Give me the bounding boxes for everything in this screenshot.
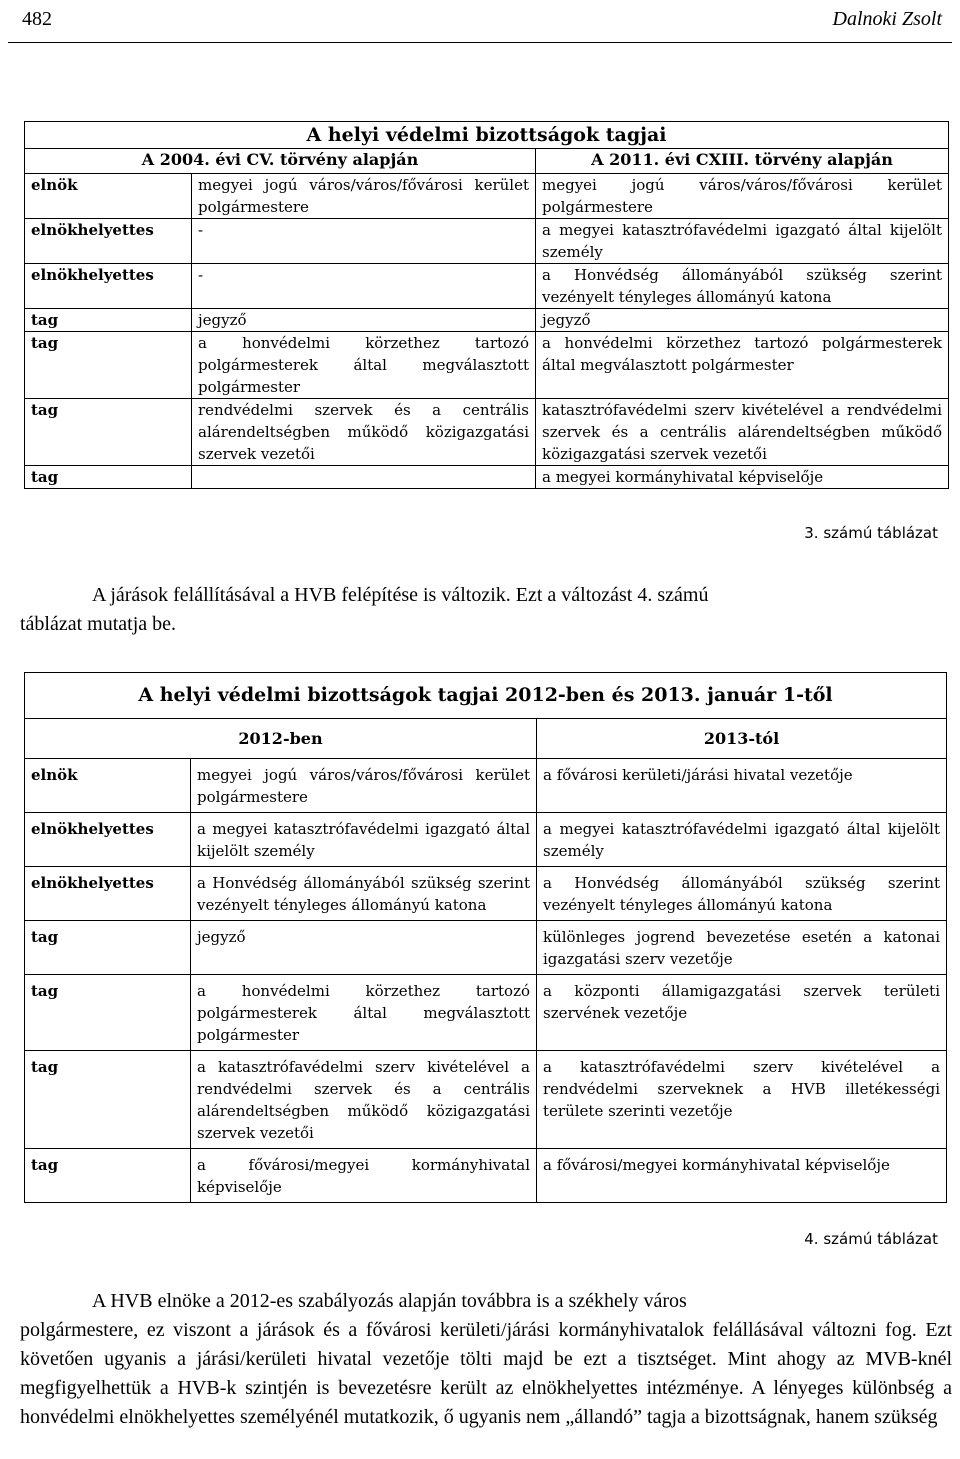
cell-2012: a fővárosi/megyei kormányhivatal képviselője xyxy=(191,1149,537,1203)
role-cell: elnökhelyettes xyxy=(25,867,191,921)
cell-2011: a megyei katasztrófavédelmi igazgató által kijelölt személy xyxy=(536,219,949,264)
role-cell: tag xyxy=(25,1149,191,1203)
paragraph-2 xyxy=(20,1287,952,1432)
cell-2011: a honvédelmi körzethez tartozó polgármesterek által megválasztott polgármester xyxy=(536,332,949,399)
table-row xyxy=(25,309,949,332)
table-row xyxy=(25,975,947,1051)
role-cell: elnökhelyettes xyxy=(25,264,192,309)
column-header-2004: A 2004. évi CV. törvény alapján xyxy=(25,149,536,174)
cell-2012: jegyző xyxy=(191,921,537,975)
cell-2013: a fővárosi/megyei kormányhivatal képviselője xyxy=(537,1149,947,1203)
cell-2004: - xyxy=(192,264,536,309)
role-cell: elnökhelyettes xyxy=(25,219,192,264)
role-cell: tag xyxy=(25,332,192,399)
role-cell: elnök xyxy=(25,759,191,813)
cell-2012: a katasztrófavédelmi szerv kivételével a rendvédelmi szervek és a centrális alárendeltségben működő közigazgatási szervek vezetői xyxy=(191,1051,537,1149)
cell-2004 xyxy=(192,466,536,489)
cell-2013: a fővárosi kerületi/járási hivatal vezetője xyxy=(537,759,947,813)
page-header xyxy=(0,0,960,44)
cell-2011: a megyei kormányhivatal képviselője xyxy=(536,466,949,489)
cell-2011: katasztrófavédelmi szerv kivételével a rendvédelmi szervek és a centrális alárendeltségben működő közigazgatási szervek vezetői xyxy=(536,399,949,466)
role-cell: elnökhelyettes xyxy=(25,813,191,867)
role-cell: tag xyxy=(25,975,191,1051)
table-row xyxy=(25,332,949,399)
paragraph-2-rest: polgármestere, ez viszont a járások és a fővárosi kerületi/járási kormányhivatalok felállásával változni fog. Ezt követően ugyanis a járási/kerületi hivatal vezetője tölti majd be ezt a tisztséget. Mint ahogy az MVB-knél megfigyelhettük a HVB-k szintjén is bevezetésre került az elnökhelyettes intézménye. A lényeges különbség a honvédelmi elnökhelyettes személyénél mutatkozik, ő ugyanis nem „állandó” tagja a bizottságnak, hanem szükség xyxy=(20,1319,952,1428)
table-row xyxy=(25,867,947,921)
cell-2012: a megyei katasztrófavédelmi igazgató által kijelölt személy xyxy=(191,813,537,867)
column-header-2012: 2012-ben xyxy=(25,719,537,759)
table-4 xyxy=(24,672,947,1203)
cell-2013: a katasztrófavédelmi szerv kivételével a rendvédelmi szerveknek a HVB illetékességi területe szerinti vezetője xyxy=(537,1051,947,1149)
running-author: Dalnoki Zsolt xyxy=(832,8,942,30)
role-cell: tag xyxy=(25,309,192,332)
cell-2011: jegyző xyxy=(536,309,949,332)
role-cell: tag xyxy=(25,921,191,975)
role-cell: tag xyxy=(25,466,192,489)
cell-2013: a központi államigazgatási szervek területi szervének vezetője xyxy=(537,975,947,1051)
cell-2004: jegyző xyxy=(192,309,536,332)
table-title: A helyi védelmi bizottságok tagjai xyxy=(25,122,949,149)
column-header-2011: A 2011. évi CXIII. törvény alapján xyxy=(536,149,949,174)
page-number: 482 xyxy=(22,8,52,30)
cell-2012: megyei jogú város/város/fővárosi kerület polgármestere xyxy=(191,759,537,813)
cell-2013: a megyei katasztrófavédelmi igazgató által kijelölt személy xyxy=(537,813,947,867)
table-4-caption: 4. számú táblázat xyxy=(804,1230,938,1248)
cell-2011: a Honvédség állományából szükség szerint vezényelt tényleges állományú katona xyxy=(536,264,949,309)
table-row xyxy=(25,759,947,813)
role-cell: elnök xyxy=(25,174,192,219)
role-cell: tag xyxy=(25,399,192,466)
cell-2004: megyei jogú város/város/fővárosi kerület polgármestere xyxy=(192,174,536,219)
cell-2004: rendvédelmi szervek és a centrális alárendeltségben működő közigazgatási szervek vezetői xyxy=(192,399,536,466)
cell-2004: a honvédelmi körzethez tartozó polgármesterek által megválasztott polgármester xyxy=(192,332,536,399)
cell-2013: különleges jogrend bevezetése esetén a katonai igazgatási szerv vezetője xyxy=(537,921,947,975)
table-row xyxy=(25,813,947,867)
paragraph-2-first-line: A HVB elnöke a 2012-es szabályozás alapján továbbra is a székhely város xyxy=(92,1290,687,1312)
table-row xyxy=(25,219,949,264)
table-row xyxy=(25,466,949,489)
header-rule xyxy=(8,42,952,43)
column-header-2013: 2013-tól xyxy=(537,719,947,759)
table-row xyxy=(25,1051,947,1149)
cell-2012: a Honvédség állományából szükség szerint vezényelt tényleges állományú katona xyxy=(191,867,537,921)
table-3-caption: 3. számú táblázat xyxy=(804,524,938,542)
table-row xyxy=(25,264,949,309)
cell-2012: a honvédelmi körzethez tartozó polgármesterek által megválasztott polgármester xyxy=(191,975,537,1051)
table-row xyxy=(25,174,949,219)
table-row xyxy=(25,921,947,975)
table-title: A helyi védelmi bizottságok tagjai 2012-ben és 2013. január 1-től xyxy=(25,673,947,719)
table-3 xyxy=(24,121,949,489)
cell-2011: megyei jogú város/város/fővárosi kerület polgármestere xyxy=(536,174,949,219)
paragraph-1-rest: táblázat mutatja be. xyxy=(20,613,177,635)
cell-2013: a Honvédség állományából szükség szerint vezényelt tényleges állományú katona xyxy=(537,867,947,921)
paragraph-1-first-line: A járások felállításával a HVB felépítése is változik. Ezt a változást 4. számú xyxy=(92,584,709,606)
cell-2004: - xyxy=(192,219,536,264)
role-cell: tag xyxy=(25,1051,191,1149)
table-row xyxy=(25,1149,947,1203)
paragraph-1 xyxy=(20,581,952,639)
table-row xyxy=(25,399,949,466)
